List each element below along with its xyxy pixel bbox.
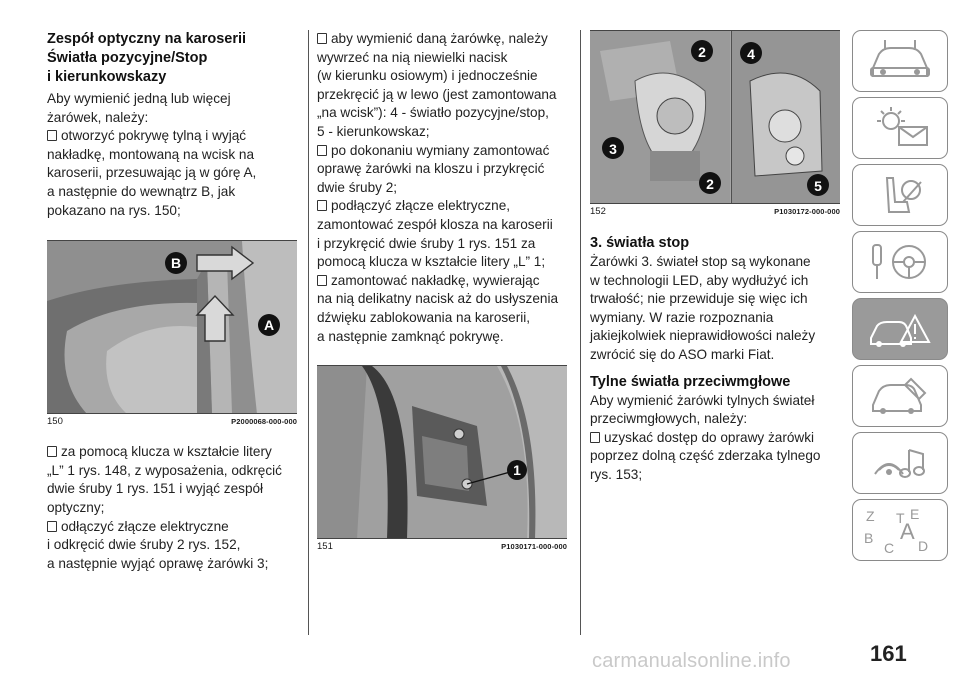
- item-line: dwie śruby 2;: [317, 179, 398, 195]
- para-line: przeciwmgłowych, należy:: [590, 411, 748, 427]
- paragraph: [590, 392, 840, 429]
- car-dashboard-icon: [865, 38, 935, 84]
- checkbox-bullet-icon: [590, 432, 600, 443]
- tab-multimedia[interactable]: [852, 432, 948, 494]
- paragraph: [590, 253, 840, 365]
- tab-dashboard[interactable]: [852, 30, 948, 92]
- item-line: a następnie do wewnątrz B, jak: [47, 183, 236, 199]
- item-line: „na wcisk”): 4 - światło pozycyjne/stop,: [317, 105, 549, 121]
- list-item: [47, 518, 297, 574]
- column-divider-1: [308, 30, 309, 635]
- page-number: 161: [870, 641, 907, 666]
- item-line: na nią delikatny nacisk aż do usłyszenia: [317, 291, 559, 307]
- chapter-sidebar: [852, 30, 948, 566]
- para-line: Żarówki 3. świateł stop są wykonane: [590, 254, 811, 269]
- para-line: trwałość; nie przewiduje się więc ich: [590, 291, 808, 307]
- list-item: [317, 142, 567, 198]
- item-line: i przykręcić dwie śruby 1 rys. 151 za: [317, 235, 536, 251]
- checkbox-bullet-icon: [47, 446, 57, 457]
- section-heading-fog-lights: Tylne światła przeciwmgłowe: [590, 373, 791, 390]
- figure-number: 150: [47, 416, 63, 428]
- checkbox-bullet-icon: [317, 145, 327, 156]
- item-line: karoserii, przesuwając ją w górę A,: [47, 165, 257, 181]
- index-letter: Z: [866, 508, 875, 524]
- para-line: w technologii LED, aby wydłużyć ich: [590, 272, 809, 288]
- item-line: pomocą klucza w kształcie litery „L” 1;: [317, 254, 546, 270]
- item-line: zamontować nakładkę, wywierając: [331, 272, 540, 288]
- para-line: zwrócić się do ASO marki Fiat.: [590, 346, 775, 362]
- item-line: poprzez dolną część zderzaka tylnego: [590, 448, 821, 464]
- figure-151-illustration: [317, 366, 567, 538]
- section-heading-stop-lights: 3. światła stop: [590, 235, 690, 251]
- item-line: a następnie wyjąć oprawę żarówki 3;: [47, 555, 269, 571]
- list-item: [590, 429, 840, 485]
- tab-maintenance[interactable]: [852, 365, 948, 427]
- checkbox-bullet-icon: [47, 130, 57, 141]
- list-item: [47, 127, 297, 220]
- airbag-seat-icon: [865, 172, 935, 218]
- callout-4: 4: [747, 46, 755, 62]
- item-line: otworzyć pokrywę tylną i wyjąć: [61, 128, 247, 144]
- para-line: jakiejkolwiek nieprawidłowości należy: [590, 328, 816, 344]
- figure-code: P1030171-000-000: [501, 542, 567, 552]
- tab-safety[interactable]: [852, 164, 948, 226]
- item-line: a następnie zamknąć pokrywę.: [317, 328, 504, 344]
- figure-number: 152: [590, 206, 606, 217]
- subheading-line-2: i kierunkowskazy: [47, 69, 167, 85]
- callout-b: B: [170, 255, 182, 272]
- intro-line-2: żarówek, należy:: [47, 109, 149, 125]
- list-item: [47, 443, 297, 517]
- callout-5: 5: [814, 178, 822, 194]
- checkbox-bullet-icon: [317, 33, 327, 44]
- item-line: dźwięku zablokowania na karoserii,: [317, 309, 531, 325]
- multimedia-icon: [865, 440, 935, 486]
- key-steering-icon: [865, 239, 935, 285]
- section-heading-optical-unit: Zespół optyczny na karoserii: [47, 31, 247, 47]
- para-line: Aby wymienić żarówki tylnych świateł: [590, 392, 815, 408]
- figure-code: P1030172-000-000: [774, 207, 840, 216]
- figure-code: P2000068-000-000: [231, 417, 297, 427]
- index-letter: A: [900, 519, 915, 544]
- watermark: carmanualsonline.info: [592, 650, 791, 672]
- item-line: oprawę żarówki na kloszu i przykręcić: [317, 161, 545, 177]
- list-item: [317, 197, 567, 271]
- item-line: pokazano na rys. 150;: [47, 202, 181, 218]
- list-item: [317, 272, 567, 346]
- service-icon: [865, 373, 935, 419]
- item-line: uzyskać dostęp do oprawy żarówki: [604, 429, 815, 445]
- figure-152: [590, 30, 840, 203]
- item-line: 5 - kierunkowskaz;: [317, 123, 430, 139]
- item-line: (w kierunku osiowym) i jednocześnie: [317, 68, 538, 84]
- item-line: przekręcić ją w lewo (jest zamontowana: [317, 86, 557, 102]
- callout-2-top: 2: [698, 44, 706, 60]
- callout-1: 1: [513, 462, 521, 479]
- figure-150-caption: [47, 413, 297, 427]
- index-icon: [860, 505, 940, 555]
- item-line: za pomocą klucza w kształcie litery: [61, 444, 272, 460]
- figure-150: [47, 240, 297, 413]
- index-letter: C: [884, 540, 895, 555]
- item-line: nakładkę, montowaną na wcisk na: [47, 146, 255, 162]
- item-line: po dokonaniu wymiany zamontować: [331, 142, 550, 158]
- figure-151: [317, 365, 567, 538]
- checkbox-bullet-icon: [47, 521, 57, 532]
- item-line: optyczny;: [47, 499, 105, 515]
- intro-text: [47, 90, 297, 127]
- column-3: [590, 30, 840, 485]
- warning-lights-icon: [865, 105, 935, 151]
- figure-150-illustration: [47, 241, 297, 413]
- list-item: [317, 30, 567, 142]
- checkbox-bullet-icon: [317, 200, 327, 211]
- figure-152-illustration: [590, 31, 840, 203]
- para-line: wymiany. W razie rozpoznania: [590, 309, 774, 325]
- figure-number: 151: [317, 541, 333, 553]
- breakdown-icon: [865, 306, 935, 352]
- tab-index[interactable]: [852, 499, 948, 561]
- subheading-line-1: Światła pozycyjne/Stop: [47, 50, 208, 66]
- item-line: wywrzeć na nią niewielki nacisk: [317, 49, 508, 65]
- item-line: „L” 1 rys. 148, z wyposażenia, odkręcić: [47, 462, 282, 478]
- item-line: i odkręcić dwie śruby 2 rys. 152,: [47, 537, 241, 553]
- item-line: rys. 153;: [590, 466, 643, 482]
- item-line: zamontować zespół klosza na karoserii: [317, 216, 553, 232]
- item-line: odłączyć złącze elektryczne: [61, 518, 229, 534]
- figure-152-caption: [590, 203, 840, 217]
- callout-2-bottom: 2: [706, 176, 714, 192]
- item-line: dwie śruby 1 rys. 151 i wyjąć zespół: [47, 481, 264, 497]
- tab-in-emergency[interactable]: [852, 298, 948, 360]
- tab-starting-driving[interactable]: [852, 231, 948, 293]
- index-letter: T: [896, 510, 905, 526]
- index-letter: D: [918, 538, 929, 554]
- column-divider-2: [580, 30, 581, 635]
- checkbox-bullet-icon: [317, 275, 327, 286]
- callout-a: A: [263, 317, 275, 334]
- callout-3: 3: [609, 141, 617, 157]
- index-letter: E: [910, 506, 920, 522]
- intro-line-1: Aby wymienić jedną lub więcej: [47, 91, 231, 106]
- column-2: [317, 30, 567, 552]
- figure-151-caption: [317, 538, 567, 552]
- item-line: aby wymienić daną żarówkę, należy: [331, 31, 548, 46]
- index-letter: B: [864, 530, 874, 546]
- item-line: podłączyć złącze elektryczne,: [331, 198, 511, 214]
- column-1: [47, 30, 297, 573]
- tab-warning-lights[interactable]: [852, 97, 948, 159]
